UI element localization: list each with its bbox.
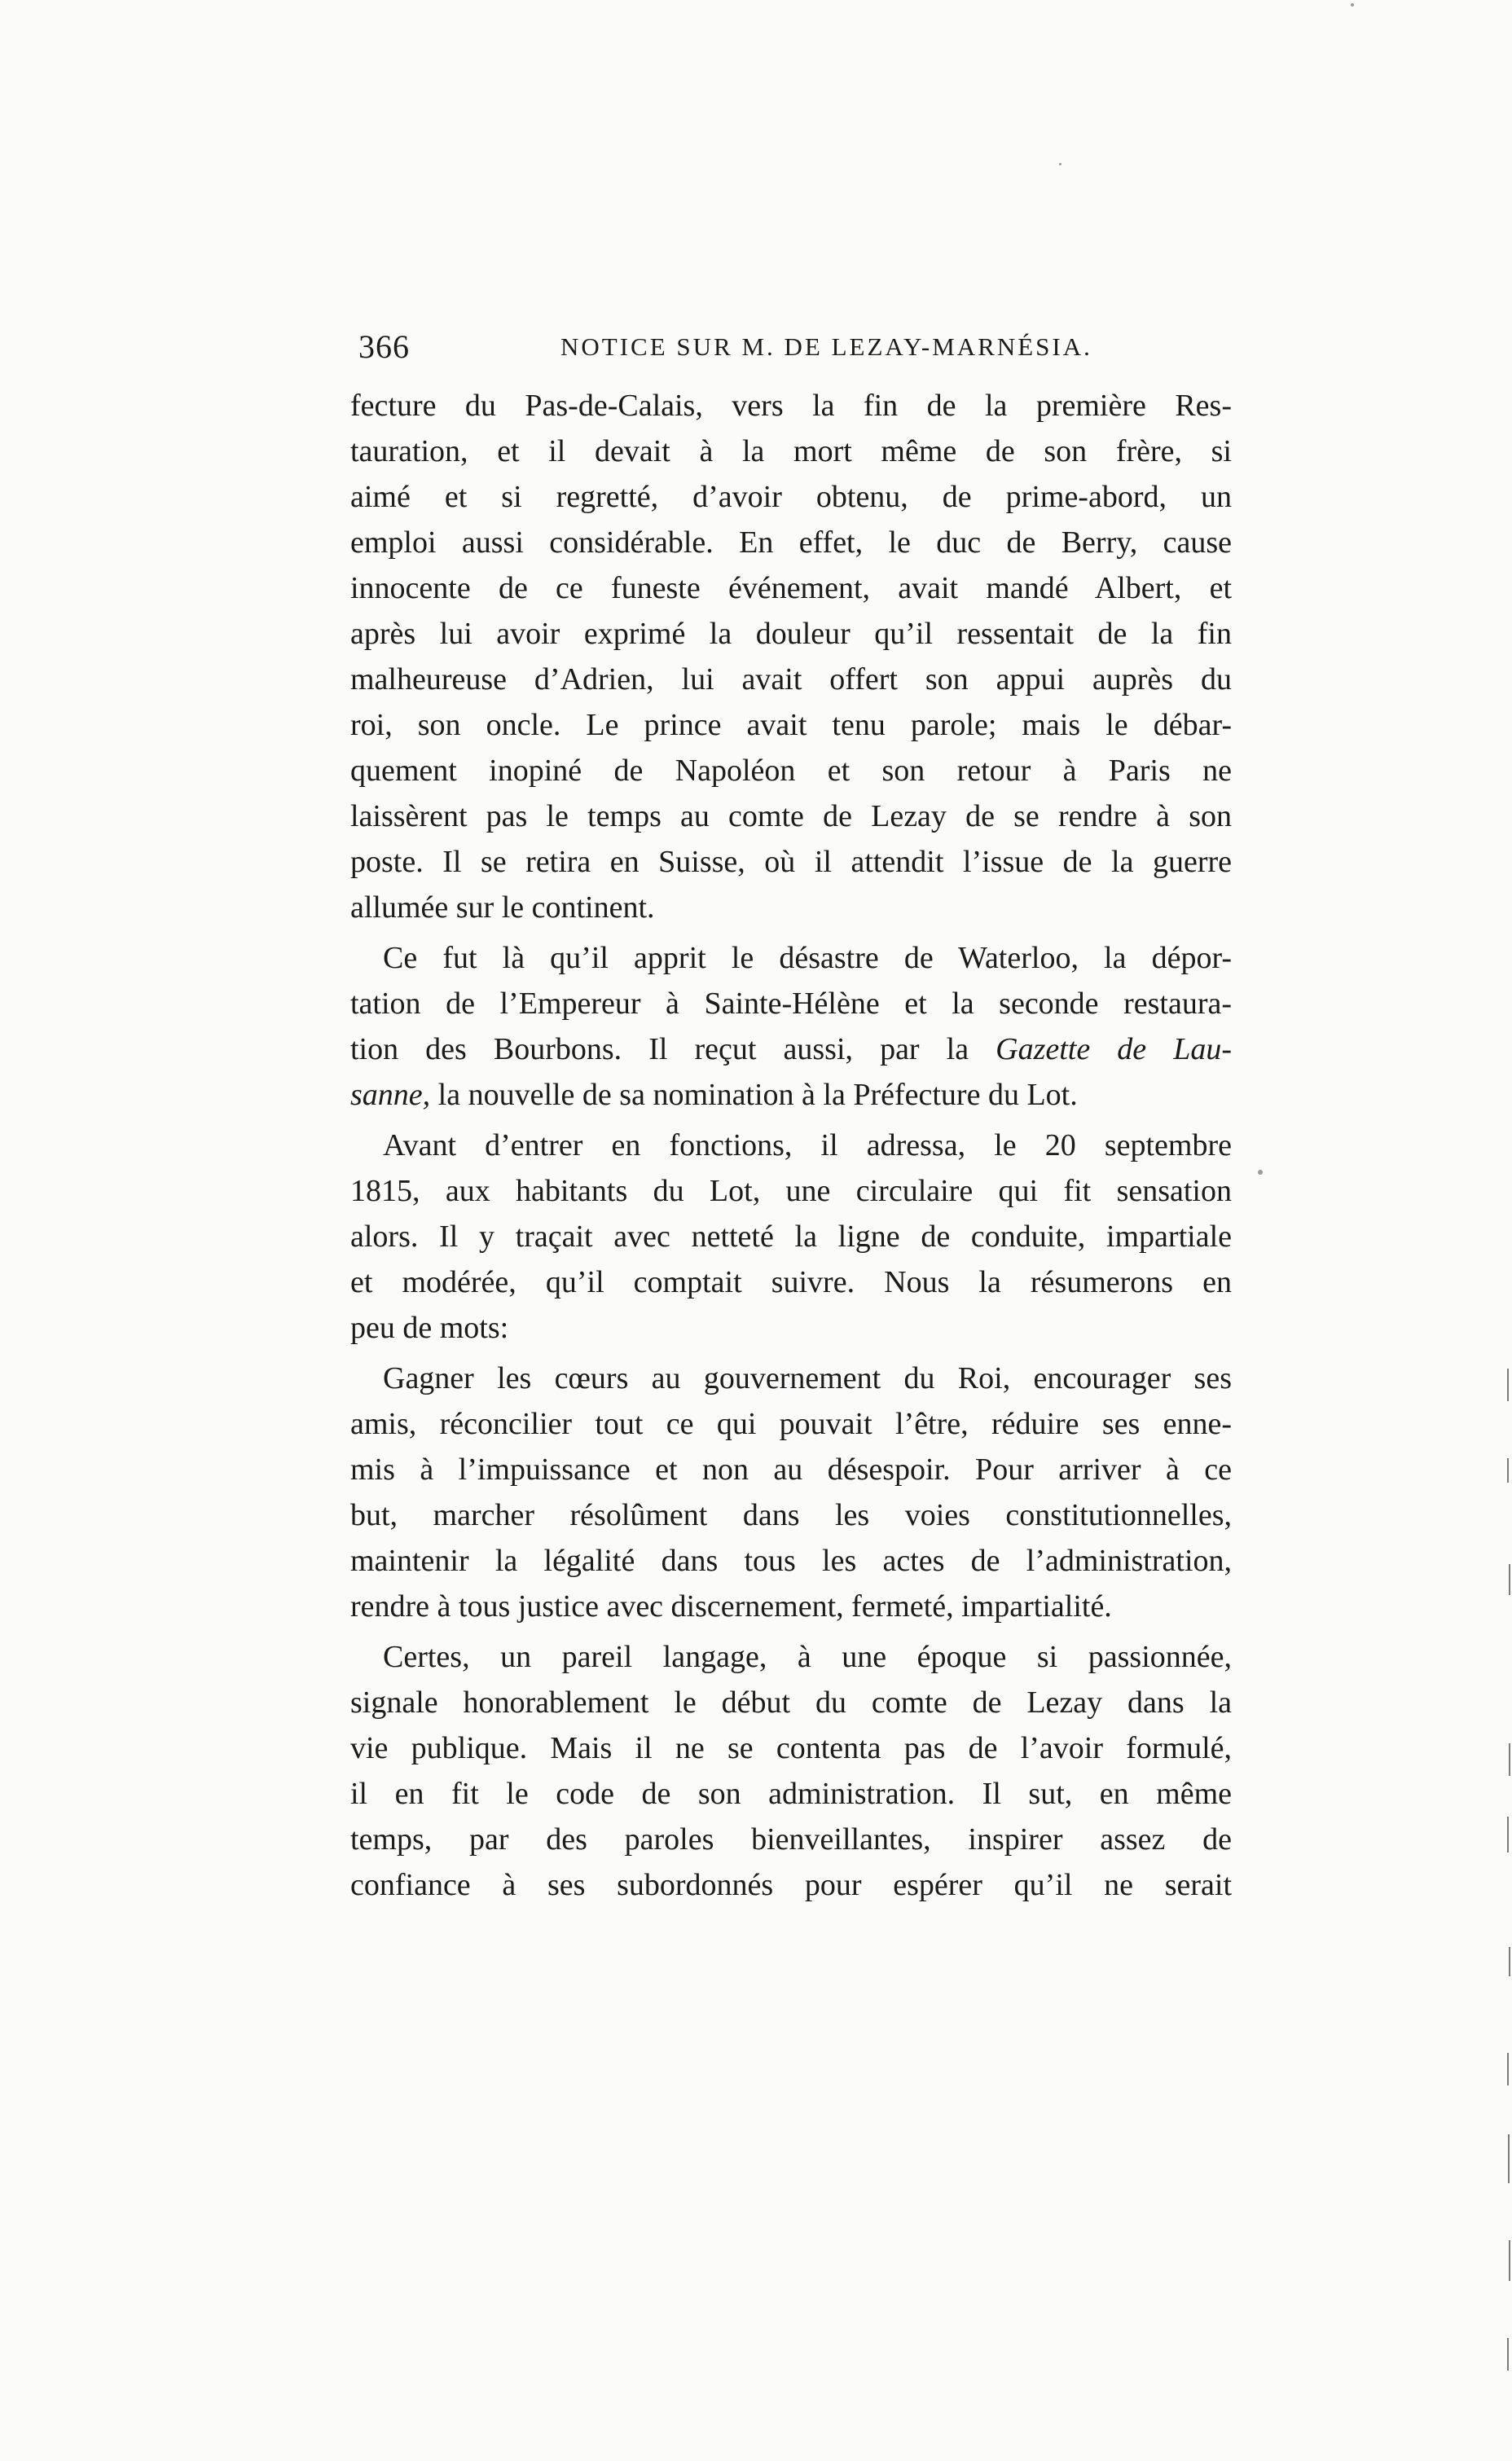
scan-artifact bbox=[1509, 1743, 1510, 1776]
scan-artifact bbox=[1059, 163, 1061, 165]
text-line: et modérée, qu’il comptait suivre. Nous la résumerons en bbox=[350, 1265, 1232, 1299]
text-line: Ce fut là qu’il apprit le désastre de Waterloo, la dépor- bbox=[383, 941, 1232, 975]
text-line: signale honorablement le début du comte de Lezay dans la bbox=[350, 1685, 1232, 1720]
text-line: vie publique. Mais il ne se contenta pas de l’avoir formulé, bbox=[350, 1731, 1232, 1765]
text-line: rendre à tous justice avec discernement, fermeté, impartialité. bbox=[350, 1589, 1112, 1624]
scan-artifact bbox=[1507, 1458, 1509, 1483]
text-line: maintenir la légalité dans tous les actes de l’administration, bbox=[350, 1544, 1232, 1578]
italic-title: Gazette de Lau- bbox=[996, 1032, 1232, 1066]
scan-artifact bbox=[1509, 2240, 1510, 2281]
text-line: emploi aussi considérable. En effet, le duc de Berry, cause bbox=[350, 525, 1232, 560]
text-line-with-italic bbox=[350, 1026, 1232, 1072]
text-line: confiance à ses subordonnés pour espérer qu’il ne serait bbox=[350, 1868, 1232, 1902]
scan-artifact bbox=[1507, 1817, 1509, 1852]
scan-artifact bbox=[1507, 1369, 1509, 1401]
scan-artifact bbox=[1258, 1170, 1263, 1175]
scan-artifact bbox=[1507, 2053, 1509, 2085]
text-line: après lui avoir exprimé la douleur qu’il ressentait de la fin bbox=[350, 617, 1232, 651]
text-line: roi, son oncle. Le prince avait tenu parole; mais le débar- bbox=[350, 708, 1232, 742]
scan-artifact bbox=[1509, 1564, 1510, 1595]
body-text bbox=[350, 383, 1232, 1908]
page-number: 366 bbox=[358, 328, 410, 365]
text-line: il en fit le code de son administration. Il sut, en même bbox=[350, 1777, 1232, 1811]
scan-artifact bbox=[1509, 1947, 1510, 1976]
text-line: 1815, aux habitants du Lot, une circulaire qui fit sensation bbox=[350, 1174, 1232, 1208]
text-line: mis à l’impuissance et non au désespoir. Pour arriver à ce bbox=[350, 1452, 1232, 1487]
text-line: fecture du Pas-de-Calais, vers la fin de la première Res- bbox=[350, 389, 1232, 423]
scan-artifact bbox=[1507, 2338, 1509, 2371]
text-line: Avant d’entrer en fonctions, il adressa, le 20 septembre bbox=[383, 1128, 1232, 1162]
running-title: NOTICE SUR M. DE LEZAY-MARNÉSIA. bbox=[560, 332, 1092, 361]
italic-title: sanne, bbox=[350, 1078, 431, 1112]
text-line: Gagner les cœurs au gouvernement du Roi, encourager ses bbox=[383, 1361, 1232, 1395]
scan-artifact bbox=[1508, 2134, 1510, 2183]
text-line: tauration, et il devait à la mort même de son frère, si bbox=[350, 434, 1232, 468]
text-line: allumée sur le continent. bbox=[350, 890, 655, 925]
text-line: temps, par des paroles bienveillantes, inspirer assez de bbox=[350, 1822, 1232, 1857]
text-line: tation de l’Empereur à Sainte-Hélène et la seconde restaura- bbox=[350, 987, 1232, 1021]
text-segment: tion des Bourbons. Il reçut aussi, par la bbox=[350, 1032, 969, 1066]
text-line: quement inopiné de Napoléon et son retour à Paris ne bbox=[350, 754, 1232, 788]
text-line: laissèrent pas le temps au comte de Lezay de se rendre à son bbox=[350, 799, 1232, 833]
text-line-with-italic bbox=[350, 1072, 1232, 1118]
text-line: alors. Il y traçait avec netteté la ligne de conduite, impartiale bbox=[350, 1220, 1232, 1254]
text-line: aimé et si regretté, d’avoir obtenu, de prime-abord, un bbox=[350, 480, 1232, 514]
text-line: amis, réconcilier tout ce qui pouvait l’être, réduire ses enne- bbox=[350, 1407, 1232, 1441]
text-line: but, marcher résolûment dans les voies constitutionnelles, bbox=[350, 1498, 1232, 1532]
text-line: malheureuse d’Adrien, lui avait offert son appui auprès du bbox=[350, 662, 1232, 697]
page-header bbox=[358, 327, 1238, 368]
text-line: innocente de ce funeste événement, avait mandé Albert, et bbox=[350, 571, 1232, 605]
text-line: poste. Il se retira en Suisse, où il attendit l’issue de la guerre bbox=[350, 845, 1232, 879]
text-line: peu de mots: bbox=[350, 1311, 509, 1345]
text-line: Certes, un pareil langage, à une époque si passionnée, bbox=[383, 1640, 1232, 1674]
scan-artifact bbox=[1351, 3, 1354, 7]
text-segment: la nouvelle de sa nomination à la Préfecture du Lot. bbox=[437, 1078, 1078, 1112]
